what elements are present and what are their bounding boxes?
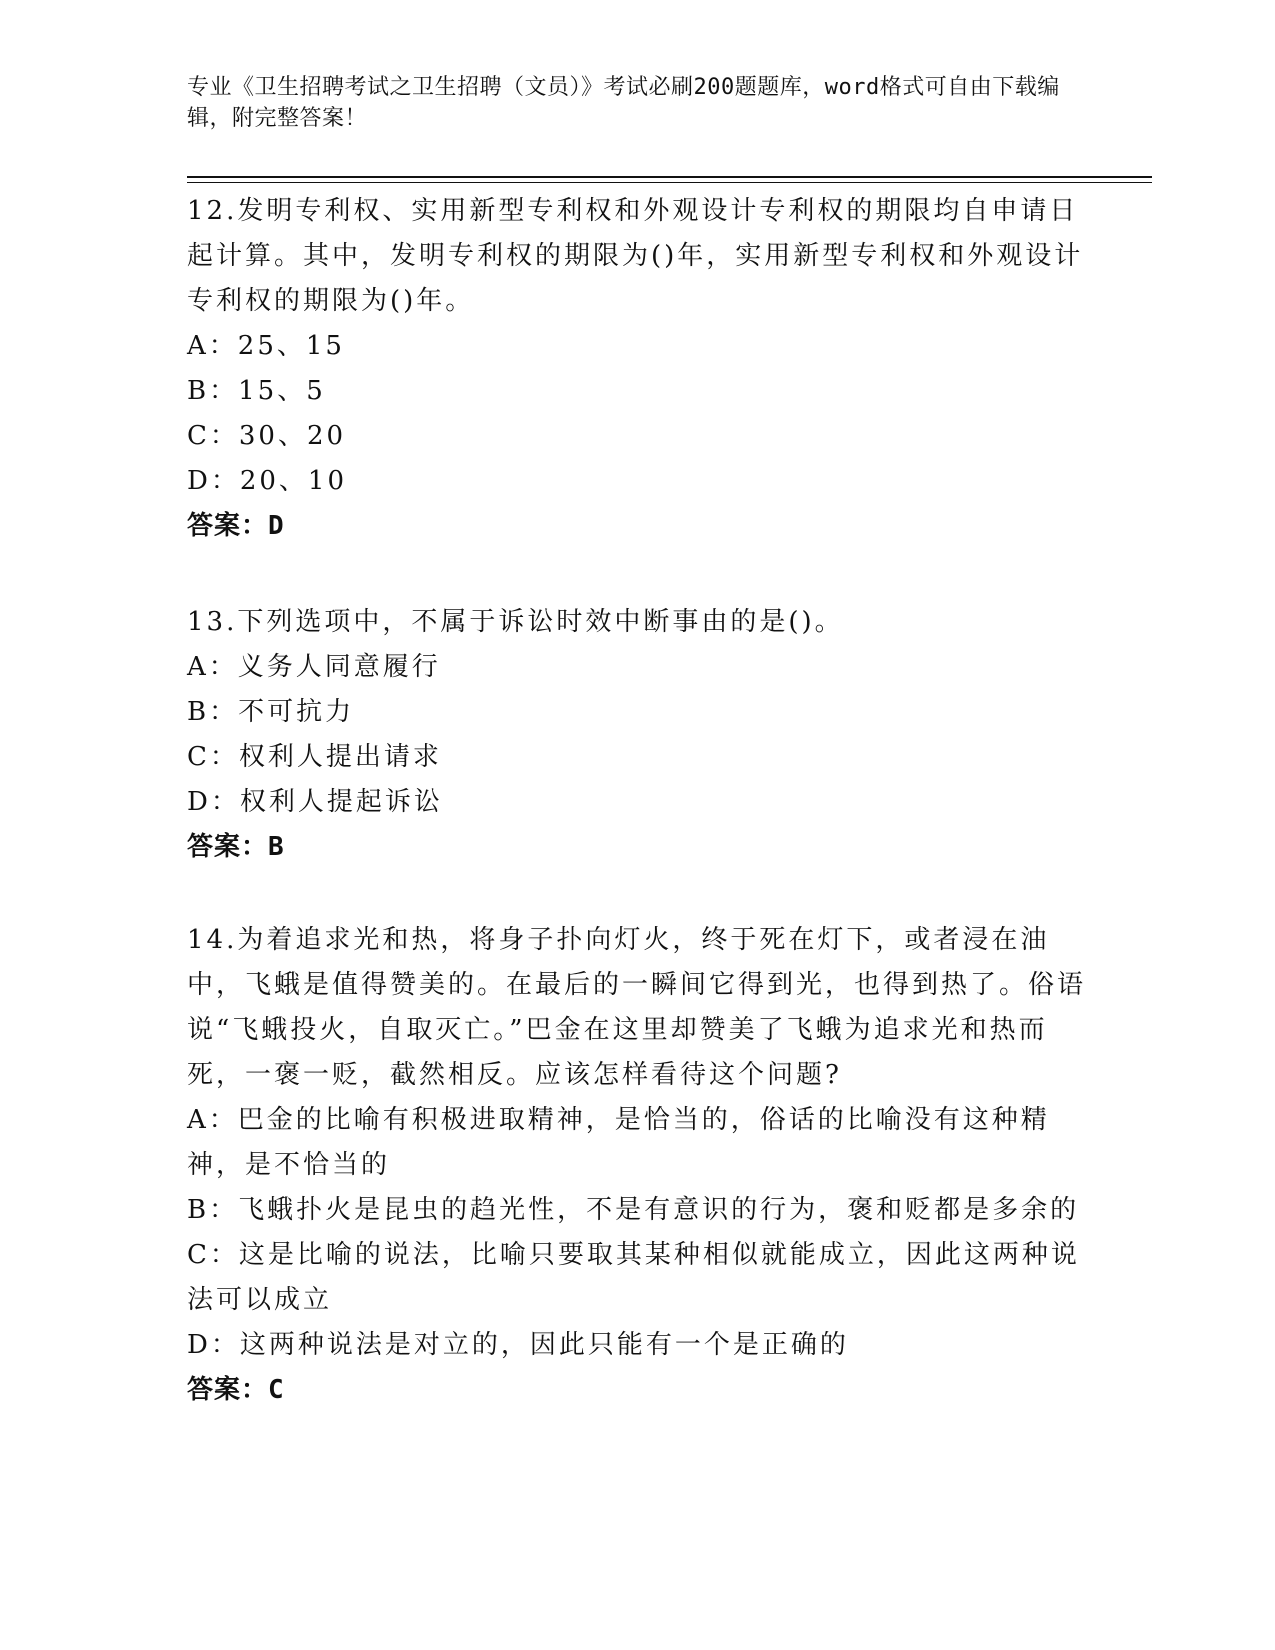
option-b: B：不可抗力: [187, 697, 355, 727]
answer-line: 答案：C: [187, 1375, 285, 1405]
option-b: B：15、5: [187, 376, 326, 406]
option-c: C：30、20: [187, 421, 347, 451]
option-a: A：25、15: [187, 331, 345, 361]
header-divider-thin: [187, 182, 1152, 183]
option-c: C：权利人提出请求: [187, 742, 442, 772]
answer-line: 答案：D: [187, 511, 285, 541]
answer-line: 答案：B: [187, 832, 285, 862]
question-block-13: [187, 600, 1087, 870]
question-stem: 14.为着追求光和热，将身子扑向灯火，终于死在灯下，或者浸在油中，飞蛾是值得赞美的。在最后的一瞬间它得到光，也得到热了。俗语说“飞蛾投火，自取灭亡。”巴金在这里却赞美了飞蛾为追求光和热而死，一褒一贬，截然相反。应该怎样看待这个问题?: [187, 925, 1087, 1090]
option-c: C：这是比喻的说法，比喻只要取其某种相似就能成立，因此这两种说法可以成立: [187, 1240, 1080, 1315]
option-d: D：这两种说法是对立的，因此只能有一个是正确的: [187, 1330, 849, 1360]
option-d: D：权利人提起诉讼: [187, 787, 443, 817]
option-d: D：20、10: [187, 466, 348, 496]
question-stem: 13.下列选项中，不属于诉讼时效中断事由的是()。: [187, 607, 844, 637]
page-header: 专业《卫生招聘考试之卫生招聘（文员）》考试必刷200题题库，word格式可自由下载编辑，附完整答案！: [187, 75, 1060, 131]
question-block-12: [187, 189, 1087, 549]
question-block-14: [187, 918, 1087, 1413]
header-divider-thick: [187, 176, 1152, 178]
option-b: B：飞蛾扑火是昆虫的趋光性，不是有意识的行为，褒和贬都是多余的: [187, 1195, 1080, 1225]
option-a: A：巴金的比喻有积极进取精神，是恰当的，俗话的比喻没有这种精神，是不恰当的: [187, 1105, 1050, 1180]
option-a: A：义务人同意履行: [187, 652, 441, 682]
question-stem: 12.发明专利权、实用新型专利权和外观设计专利权的期限均自申请日起计算。其中，发明专利权的期限为()年，实用新型专利权和外观设计专利权的期限为()年。: [187, 196, 1084, 316]
